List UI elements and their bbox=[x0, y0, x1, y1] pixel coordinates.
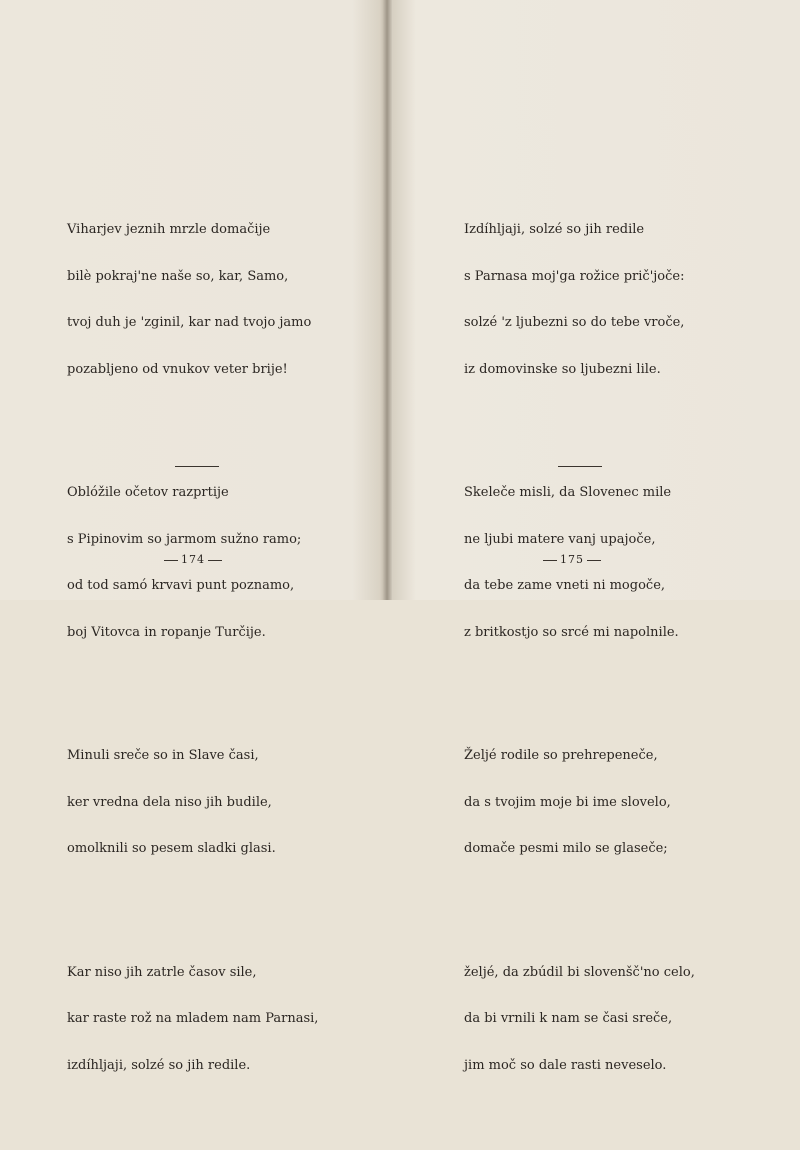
poem-line: Kar niso jih zatrle časov sile, bbox=[67, 964, 257, 980]
poem-line: da s tvojim moje bi ime slovelo, bbox=[464, 794, 671, 810]
poem-line: z britkostjo so srcé mi napolnile. bbox=[464, 624, 679, 640]
poem-line: iz domovinske so ljubezni lile. bbox=[464, 361, 661, 377]
poem-line: Izdíhljaji, solzé so jih redile bbox=[464, 222, 645, 237]
left-stanza-3 bbox=[67, 717, 318, 888]
poem-line: Željé rodile so prehrepeneče, bbox=[464, 748, 658, 763]
page-number-value: 175 bbox=[560, 553, 584, 566]
right-stanza-3 bbox=[464, 717, 695, 888]
poem-line: željé, da zbúdil bi slovenšč'no celo, bbox=[464, 964, 695, 980]
right-stanza-4 bbox=[464, 934, 695, 1105]
left-stanza-1 bbox=[67, 191, 318, 408]
dash-ornament bbox=[164, 560, 178, 561]
poem-line: Oblóžile očetov razprtije bbox=[67, 485, 229, 500]
section-divider bbox=[175, 466, 219, 467]
poem-line: solzé 'z ljubezni so do tebe vroče, bbox=[464, 315, 685, 330]
poem-line: ker vredna dela niso jih budile, bbox=[67, 794, 272, 810]
poem-line: da bi vrnili k nam se časi sreče, bbox=[464, 1011, 673, 1026]
poem-line: Minuli sreče so in Slave časi, bbox=[67, 748, 259, 763]
poem-line: ne ljubi matere vanj upajoče, bbox=[464, 531, 656, 547]
poem-line: tvoj duh je 'zginil, kar nad tvojo jamo bbox=[67, 315, 312, 330]
section-divider bbox=[558, 466, 602, 467]
poem-line: izdíhljaji, solzé so jih redile. bbox=[67, 1057, 251, 1073]
dash-ornament bbox=[587, 560, 601, 561]
left-page bbox=[0, 0, 386, 1073]
poem-line: kar raste rož na mladem nam Parnasi, bbox=[67, 1011, 319, 1026]
left-poem bbox=[67, 160, 318, 1150]
poem-line: bilè pokraj'ne naše so, kar, Samo, bbox=[67, 268, 289, 284]
left-stanza-4 bbox=[67, 934, 318, 1105]
page-number bbox=[161, 553, 225, 566]
page-number bbox=[540, 553, 604, 566]
right-page bbox=[392, 0, 800, 1073]
poem-line: da tebe zame vneti ni mogoče, bbox=[464, 578, 666, 593]
poem-line: s Pipinovim so jarmom sužno ramo; bbox=[67, 531, 302, 547]
poem-line: boj Vitovca in ropanje Turčije. bbox=[67, 624, 266, 640]
page-number-value: 174 bbox=[181, 553, 205, 566]
poem-line: domače pesmi milo se glaseče; bbox=[464, 841, 668, 856]
poem-line: s Parnasa moj'ga rožice prič'joče: bbox=[464, 268, 685, 284]
poem-line: Skeleče misli, da Slovenec mile bbox=[464, 485, 672, 500]
dash-ornament bbox=[208, 560, 222, 561]
right-stanza-1 bbox=[464, 191, 695, 408]
dash-ornament bbox=[543, 560, 557, 561]
poem-line: pozabljeno od vnukov veter brije! bbox=[67, 361, 288, 377]
poem-line: od tod samó krvavi punt poznamo, bbox=[67, 578, 295, 593]
poem-line: omolknili so pesem sladki glasi. bbox=[67, 841, 276, 856]
right-poem bbox=[464, 160, 695, 1150]
poem-line: jim moč so dale rasti neveselo. bbox=[464, 1057, 667, 1073]
poem-line: Viharjev jeznih mrzle domačije bbox=[67, 222, 271, 237]
